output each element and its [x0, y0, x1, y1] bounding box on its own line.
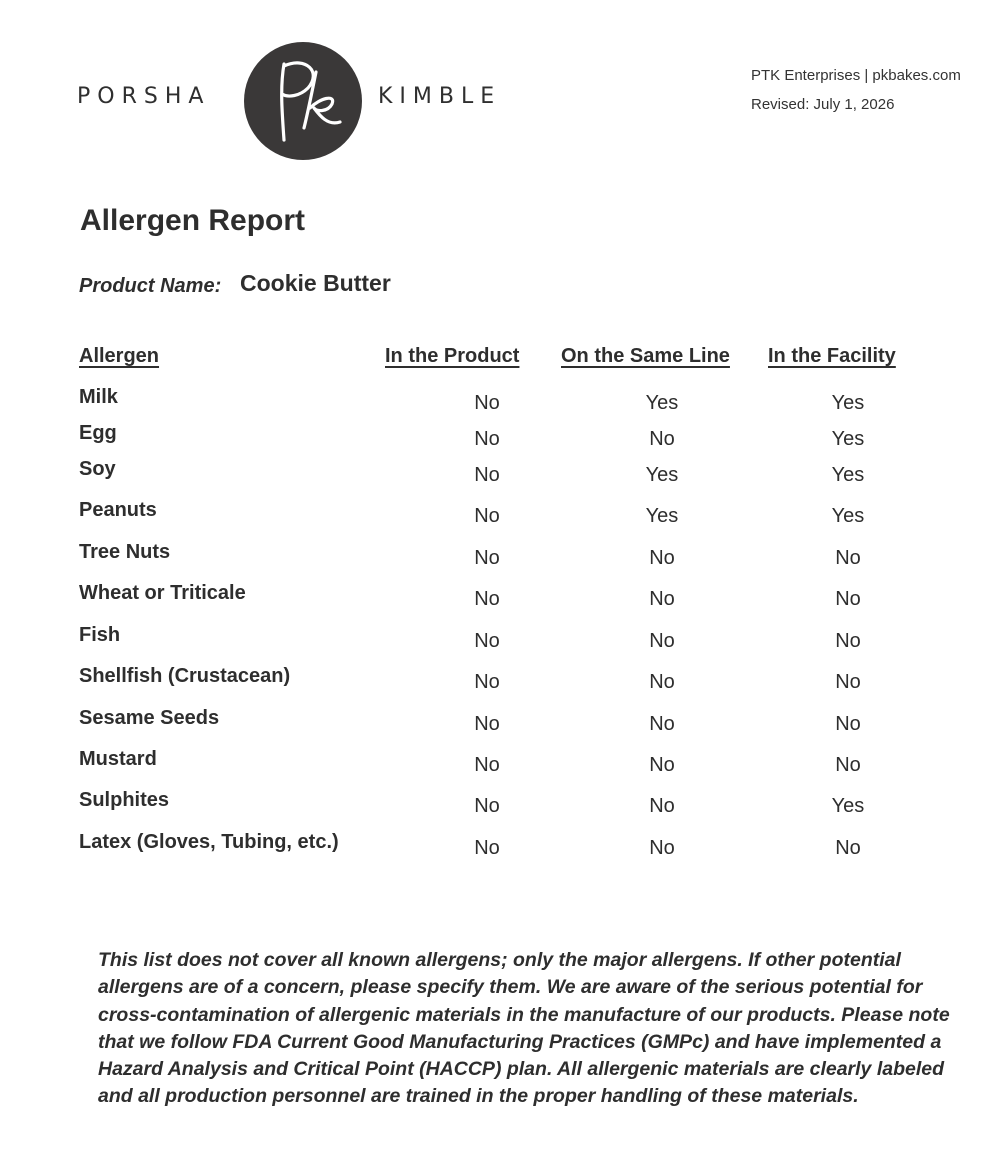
logo-word-left: PORSHA — [77, 84, 211, 109]
in-product-value: No — [474, 713, 500, 735]
same-line-value: Yes — [645, 392, 679, 414]
same-line-value: No — [649, 428, 675, 450]
table-row — [0, 624, 990, 654]
in-facility-value: No — [835, 588, 861, 610]
table-row — [0, 541, 990, 571]
in-facility-value: Yes — [831, 464, 865, 486]
table-row — [0, 499, 990, 529]
in-product-value: No — [474, 837, 500, 859]
in-product-value: No — [474, 428, 500, 450]
allergen-name: Egg — [79, 422, 117, 444]
allergen-name: Tree Nuts — [79, 541, 171, 563]
in-product-value: No — [474, 392, 500, 414]
same-line-value: Yes — [645, 505, 679, 527]
same-line-value: No — [649, 795, 675, 817]
in-product-value: No — [474, 754, 500, 776]
in-product-value: No — [474, 671, 500, 693]
allergen-name: Wheat or Triticale — [79, 582, 246, 604]
same-line-value: No — [649, 671, 675, 693]
in-facility-value: Yes — [831, 505, 865, 527]
same-line-value: No — [649, 837, 675, 859]
disclaimer-text: This list does not cover all known allergens; only the major allergens. If other potential allergens are of a concern, please specify them. We are aware of the serious potential for cross-contamination of allergenic materials in the manufacture of our products. Please note that we follow FDA Current Good Manufacturing Practices (GMPc) and have implemented a Hazard Analysis and Critical Point (HACCP) plan. All allergenic materials are clearly labeled and all production personnel are trained in the proper handling of these materials. — [98, 949, 950, 1108]
table-row — [0, 386, 990, 416]
in-facility-value: Yes — [831, 795, 865, 817]
company-info: PTK Enterprises | pkbakes.com — [751, 67, 961, 84]
in-facility-value: No — [835, 547, 861, 569]
table-row — [0, 789, 990, 819]
table-row — [0, 831, 990, 861]
allergen-name: Latex (Gloves, Tubing, etc.) — [79, 831, 339, 853]
product-name-value: Cookie Butter — [240, 270, 391, 296]
column-header-in-product: In the Product — [385, 345, 520, 367]
in-product-value: No — [474, 630, 500, 652]
table-row — [0, 665, 990, 695]
allergen-name: Sulphites — [79, 789, 170, 811]
table-row — [0, 458, 990, 488]
revised-date: Revised: July 1, 2026 — [751, 96, 895, 113]
allergen-name: Mustard — [79, 748, 157, 770]
in-product-value: No — [474, 588, 500, 610]
in-product-value: No — [474, 795, 500, 817]
in-facility-value: Yes — [831, 392, 865, 414]
in-product-value: No — [474, 547, 500, 569]
pk-monogram-logo — [244, 42, 362, 160]
same-line-value: No — [649, 754, 675, 776]
same-line-value: No — [649, 547, 675, 569]
in-facility-value: No — [835, 754, 861, 776]
same-line-value: Yes — [645, 464, 679, 486]
page-title: Allergen Report — [80, 204, 306, 237]
in-facility-value: No — [835, 837, 861, 859]
table-row — [0, 422, 990, 452]
in-product-value: No — [474, 464, 500, 486]
in-product-value: No — [474, 505, 500, 527]
column-header-allergen: Allergen — [79, 345, 160, 367]
allergen-name: Peanuts — [79, 499, 157, 521]
allergen-name: Shellfish (Crustacean) — [79, 665, 291, 687]
same-line-value: No — [649, 713, 675, 735]
logo-word-right: KIMBLE — [378, 84, 502, 109]
in-facility-value: No — [835, 630, 861, 652]
same-line-value: No — [649, 588, 675, 610]
in-facility-value: Yes — [831, 428, 865, 450]
allergen-name: Fish — [79, 624, 121, 646]
allergen-name: Sesame Seeds — [79, 707, 220, 729]
table-row — [0, 707, 990, 737]
column-header-same-line: On the Same Line — [561, 345, 730, 367]
allergen-name: Milk — [79, 386, 118, 408]
table-row — [0, 582, 990, 612]
in-facility-value: No — [835, 671, 861, 693]
table-row — [0, 748, 990, 778]
same-line-value: No — [649, 630, 675, 652]
in-facility-value: No — [835, 713, 861, 735]
allergen-name: Soy — [79, 458, 116, 480]
column-header-in-facility: In the Facility — [768, 345, 896, 367]
product-name-label: Product Name: — [79, 275, 222, 297]
